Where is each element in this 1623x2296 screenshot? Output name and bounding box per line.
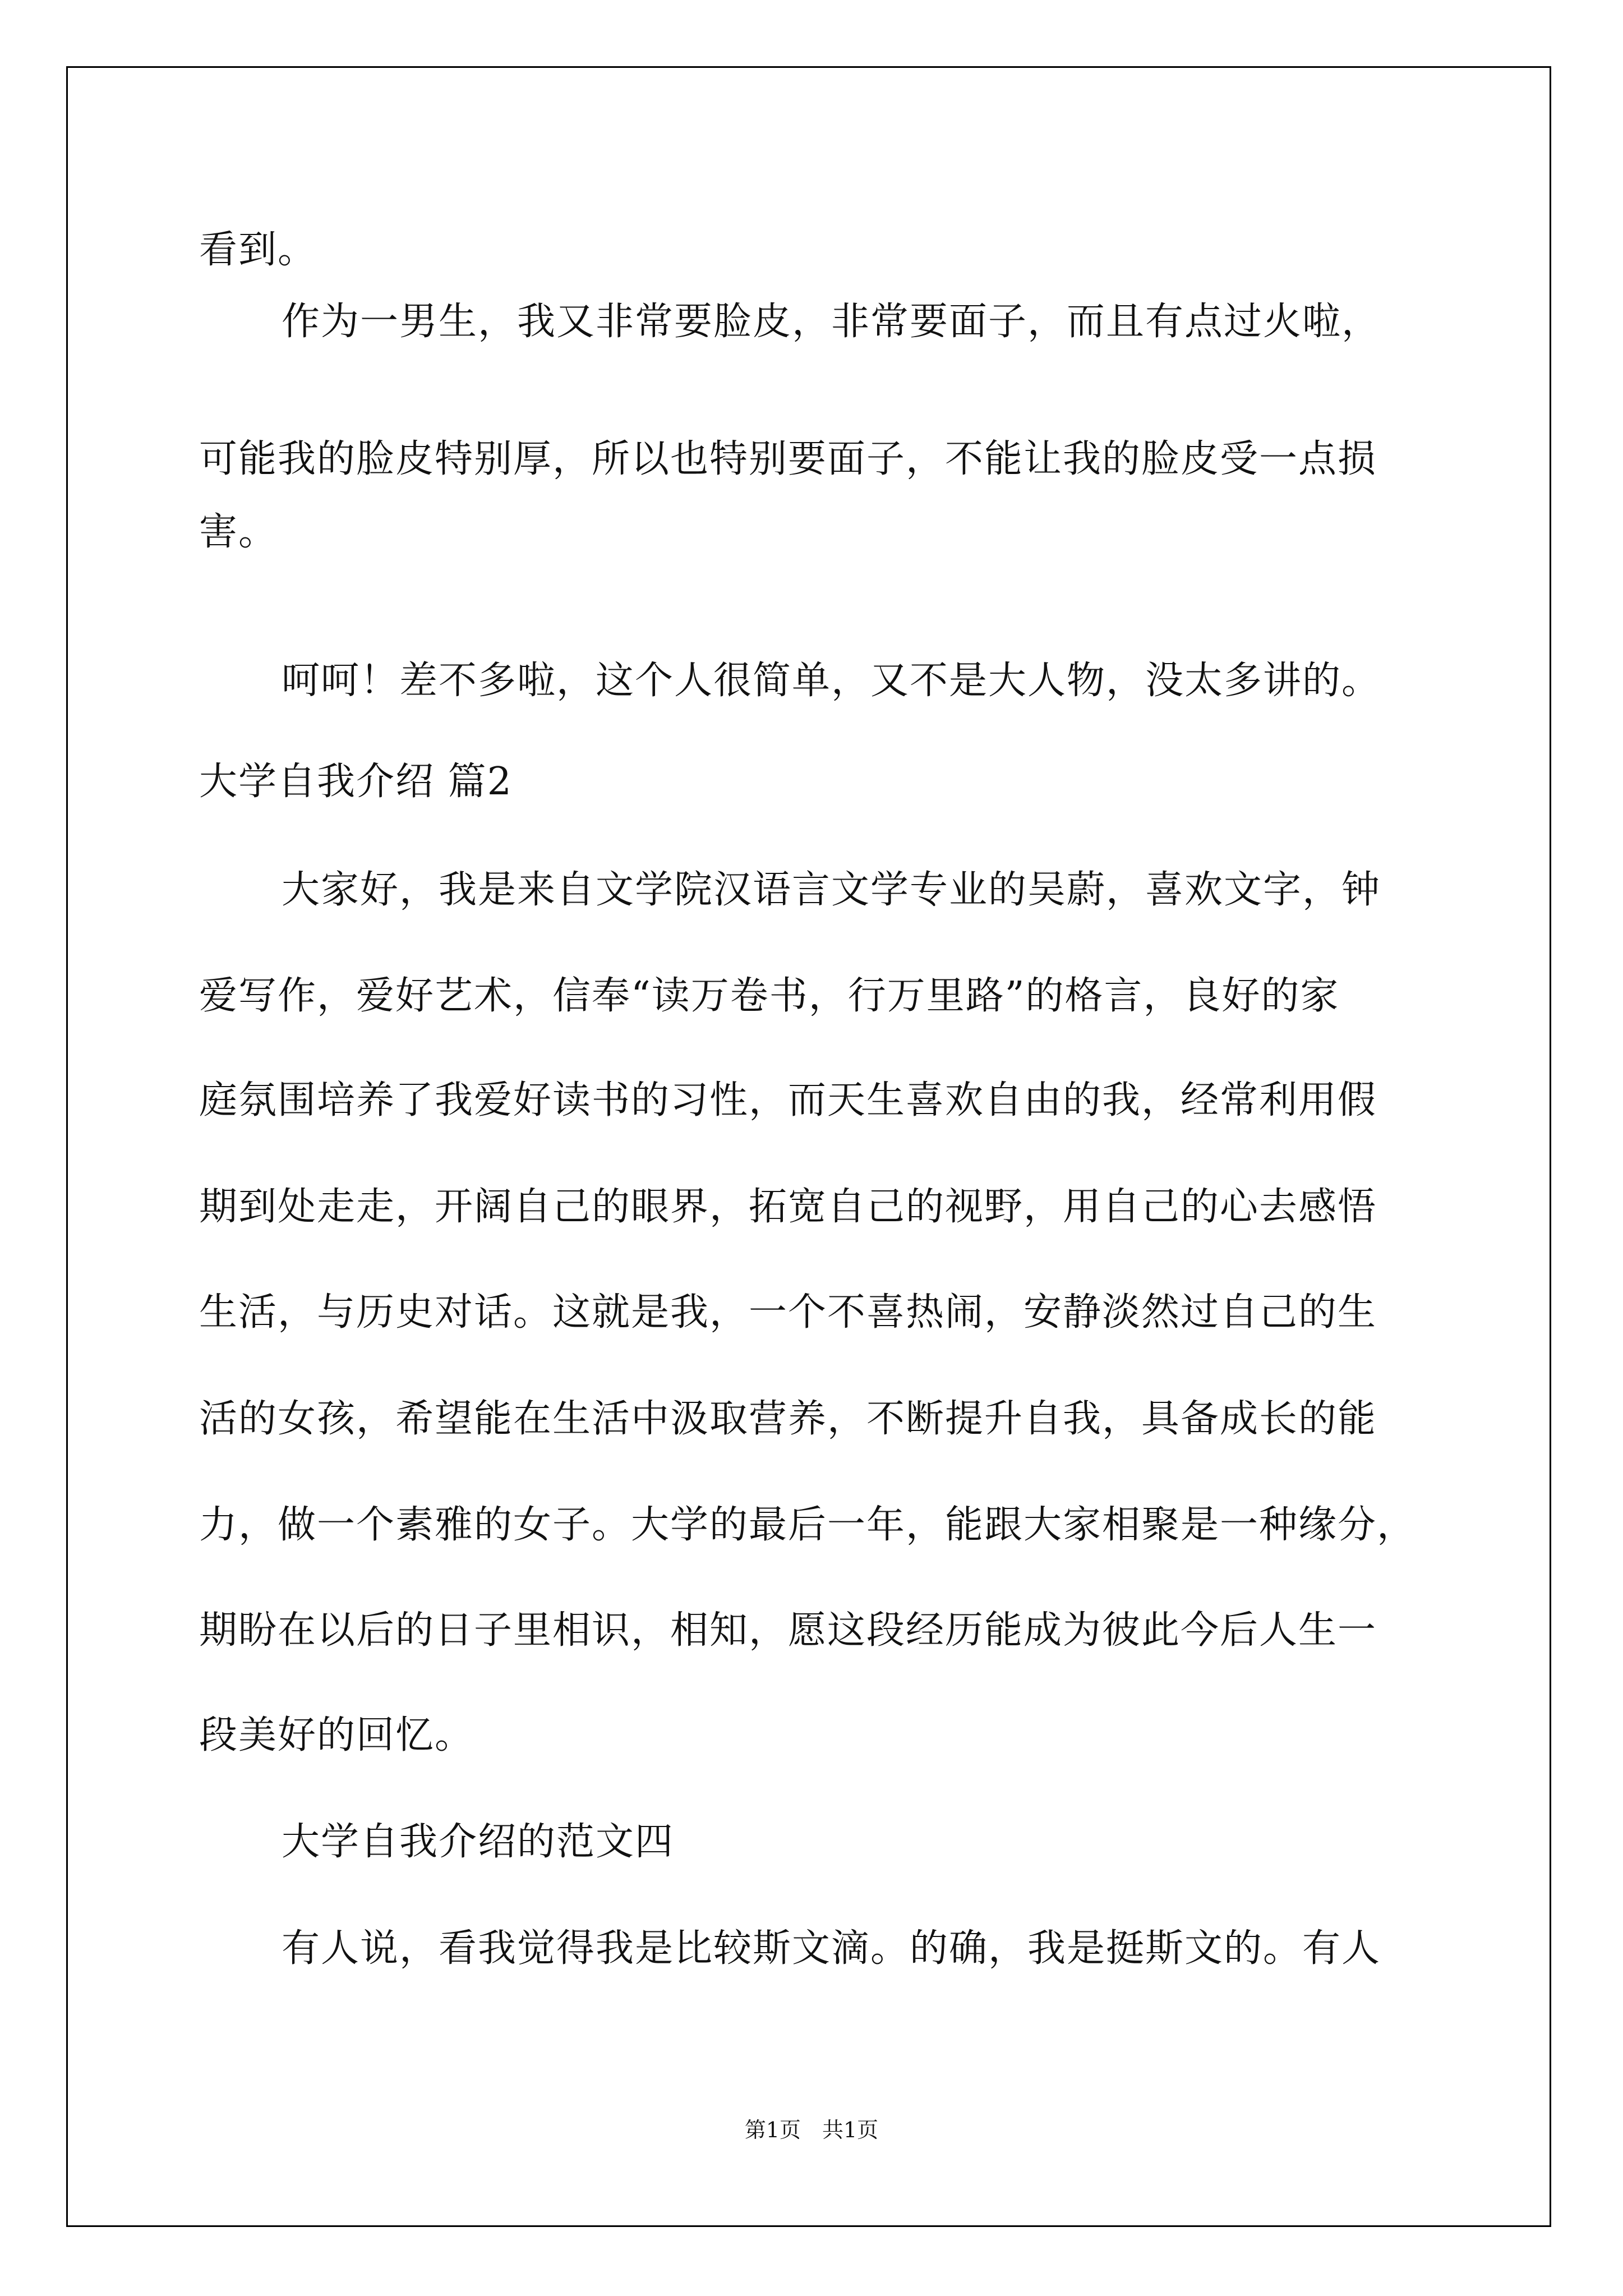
subheading: 大学自我介绍的范文四 [282,1820,675,1864]
paragraph-start-line: 呵呵！差不多啦，这个人很简单，又不是大人物，没太多讲的。 [282,659,1381,703]
text-line: 害。 [199,510,278,554]
text-line: 可能我的脸皮特别厚，所以也特别要面子，不能让我的脸皮受一点损 [199,437,1377,481]
text-line: 爱写作，爱好艺术，信奉“读万卷书，行万里路”的格言，良好的家 [199,974,1340,1018]
text-line: 活的女孩，希望能在生活中汲取营养，不断提升自我，具备成长的能 [199,1397,1377,1441]
text-line: 段美好的回忆。 [199,1713,474,1757]
text-line: 庭氛围培养了我爱好读书的习性，而天生喜欢自由的我，经常利用假 [199,1078,1377,1122]
page-footer: 第1页 共1页 [744,2118,879,2142]
text-line: 期盼在以后的日子里相识，相知，愿这段经历能成为彼此今后人生一 [199,1608,1377,1653]
text-line: 生活，与历史对话。这就是我，一个不喜热闹，安静淡然过自己的生 [199,1290,1377,1335]
paragraph-start-line: 大家好，我是来自文学院汉语言文学专业的吴蔚，喜欢文字，钟 [282,868,1381,912]
text-line: 力，做一个素雅的女子。大学的最后一年，能跟大家相聚是一种缘分， [199,1503,1417,1547]
paragraph-start-line: 作为一男生，我又非常要脸皮，非常要面子，而且有点过火啦， [282,300,1381,344]
page-border [66,66,1551,2227]
section-heading: 大学自我介绍 篇2 [199,760,513,804]
text-line: 期到处走走，开阔自己的眼界，拓宽自己的视野，用自己的心去感悟 [199,1185,1377,1229]
text-line: 看到。 [199,228,317,272]
paragraph-start-line: 有人说，看我觉得我是比较斯文滴。的确，我是挺斯文的。有人 [282,1926,1381,1971]
